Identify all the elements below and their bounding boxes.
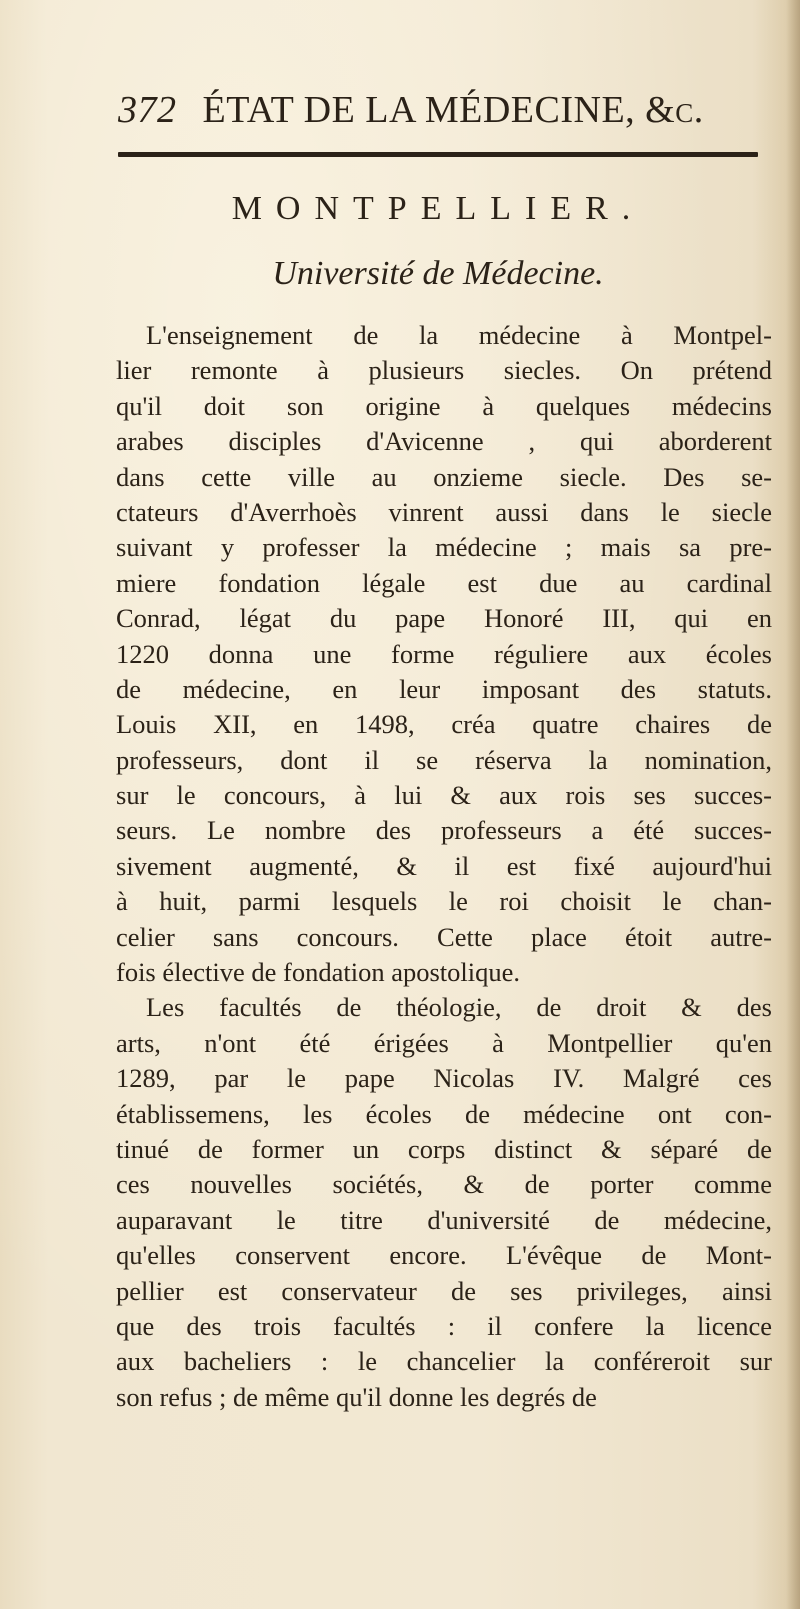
text-line: miere fondation légale est due au cardinal: [116, 567, 772, 598]
text-line: tinué de former un corps distinct & séparé de: [116, 1133, 772, 1164]
text-line: à huit, parmi lesquels le roi choisit le chan-: [116, 886, 772, 917]
text-line: seurs. Le nombre des professeurs a été succes-: [116, 815, 772, 846]
text-line: lier remonte à plusieurs siecles. On prétend: [116, 355, 772, 386]
text-line: celier sans concours. Cette place étoit autre-: [116, 921, 772, 952]
text-line: ctateurs d'Averrhoès vinrent aussi dans le siecle: [116, 496, 772, 527]
text-line: suivant y professer la médecine ; mais sa pre-: [116, 532, 772, 563]
text-line: arts, n'ont été érigées à Montpellier qu'en: [116, 1027, 772, 1058]
section-subtitle: Université de Médecine.: [272, 255, 604, 292]
text-line: Conrad, légat du pape Honoré III, qui en: [116, 603, 772, 634]
running-title: ÉTAT DE LA MÉDECINE, &c.: [202, 89, 704, 131]
text-line: dans cette ville au onzieme siecle. Des se-: [116, 461, 772, 492]
text-line: qu'il doit son origine à quelques médecins: [116, 390, 772, 421]
text-line: sur le concours, à lui & aux rois ses succes-: [116, 780, 772, 811]
header-rule: [118, 152, 758, 157]
text-line: que des trois facultés : il confere la licence: [116, 1310, 772, 1341]
text-line: qu'elles conservent encore. L'évêque de Mont-: [116, 1240, 772, 1271]
text-line: 1289, par le pape Nicolas IV. Malgré ces: [116, 1063, 772, 1094]
text-line: ces nouvelles sociétés, & de porter comme: [116, 1169, 772, 1200]
body-text: [116, 318, 772, 1415]
text-line: son refus ; de même qu'il donne les degrés de: [116, 1381, 597, 1412]
page-edge-shadow: [786, 0, 800, 1609]
text-line: Louis XII, en 1498, créa quatre chaires de: [116, 709, 772, 740]
section-title: MONTPELLIER.: [231, 190, 645, 227]
text-line: 1220 donna une forme réguliere aux écoles: [116, 638, 772, 669]
page-number: 372: [118, 89, 177, 131]
text-line: aux bacheliers : le chancelier la conféreroit sur: [116, 1346, 772, 1377]
text-line: pellier est conservateur de ses privileges, ainsi: [116, 1275, 772, 1306]
text-line: L'enseignement de la médecine à Montpel-: [146, 320, 772, 350]
text-line: Les facultés de théologie, de droit & des: [146, 992, 772, 1023]
text-line: professeurs, dont il se réserva la nomination,: [116, 744, 772, 775]
text-line: de médecine, en leur imposant des statuts.: [116, 673, 772, 704]
text-line: arabes disciples d'Avicenne , qui aborderent: [116, 426, 772, 457]
text-line: auparavant le titre d'université de médecine,: [116, 1204, 772, 1235]
text-line: sivement augmenté, & il est fixé aujourd'hui: [116, 850, 772, 881]
text-line: établissemens, les écoles de médecine ont con-: [116, 1098, 772, 1129]
text-line: fois élective de fondation apostolique.: [116, 957, 521, 988]
running-header: [118, 88, 758, 138]
